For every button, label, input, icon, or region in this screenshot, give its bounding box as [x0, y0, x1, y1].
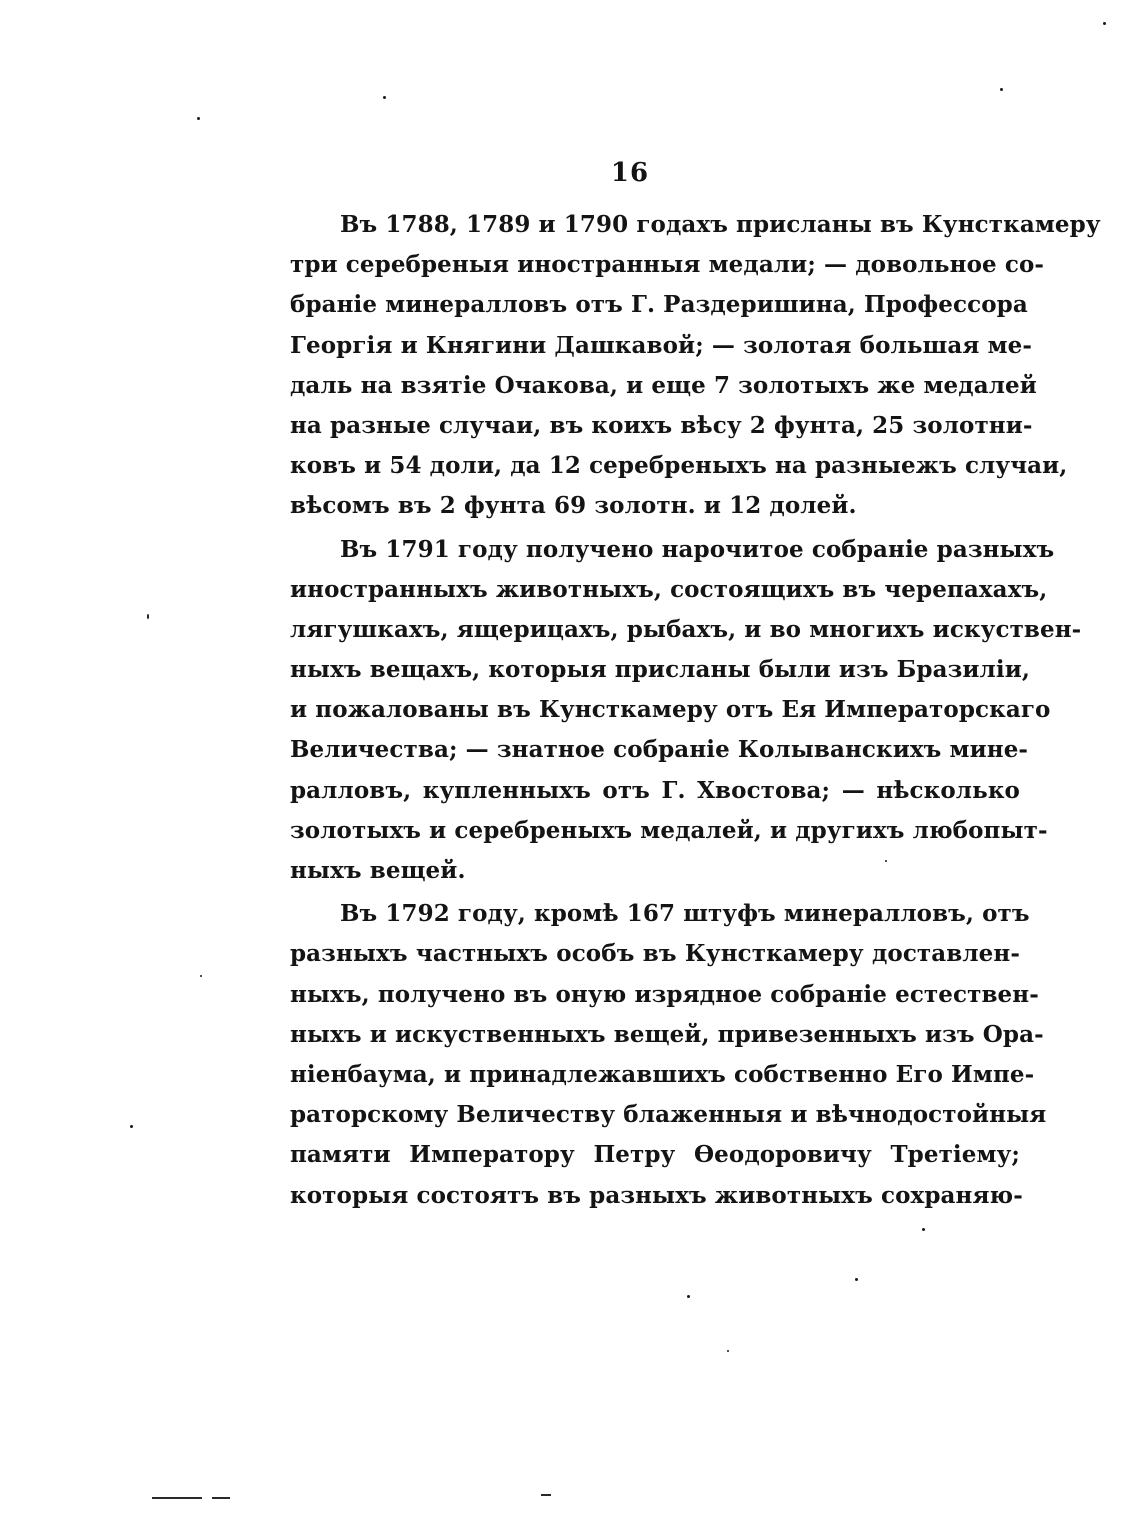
scan-line-mark	[541, 1494, 551, 1496]
scan-speck	[147, 614, 149, 619]
scan-speck	[922, 1228, 925, 1231]
text-line: и пожалованы въ Кунсткамеру отъ Ея Императорскаго	[290, 696, 1051, 724]
scan-speck	[1103, 22, 1106, 25]
text-line: лягушкахъ, ящерицахъ, рыбахъ, и во многихъ искуствен-	[290, 615, 1082, 643]
text-line: ныхъ и искуственныхъ вещей, привезенныхъ изъ Ора-	[290, 1020, 1044, 1048]
text-line: памяти Императору Петру Ѳеодоровичу Третіему;	[290, 1141, 1020, 1169]
text-line: которыя состоятъ въ разныхъ животныхъ сохраняю-	[290, 1181, 1023, 1209]
text-line: на разные случаи, въ коихъ вѣсу 2 фунта, 25 золотни-	[290, 411, 1033, 439]
scan-speck	[200, 975, 202, 977]
text-line: ныхъ вещахъ, которыя присланы были изъ Бразиліи,	[290, 656, 1030, 684]
scan-speck	[1000, 88, 1003, 91]
text-line: Величества; — знатное собраніе Колыванскихъ мине-	[290, 736, 1029, 764]
scan-speck	[687, 1295, 690, 1298]
text-line: ковъ и 54 доли, да 12 серебреныхъ на разныежъ случаи,	[290, 452, 1068, 480]
text-line: ныхъ, получено въ оную изрядное собраніе естествен-	[290, 980, 1039, 1008]
scan-speck	[727, 1350, 729, 1352]
text-line: Въ 1792 году, кромѣ 167 штуфъ минералловъ, отъ	[340, 900, 1030, 928]
text-line: даль на взятіе Очакова, и еще 7 золотыхъ же медалей	[290, 371, 1037, 399]
text-line: браніе минералловъ отъ Г. Раздеришина, Профессора	[290, 291, 1028, 319]
text-line: раторскому Величеству блаженныя и вѣчнодостойныя	[290, 1101, 1047, 1129]
scan-line-mark	[212, 1497, 230, 1499]
page-number: 16	[610, 158, 650, 188]
body-text	[290, 205, 1101, 1216]
scan-speck	[383, 96, 386, 99]
text-line: Георгія и Княгини Дашкавой; — золотая большая ме-	[290, 331, 1033, 359]
text-line: иностранныхъ животныхъ, состоящихъ въ черепахахъ,	[290, 575, 1048, 603]
text-line: ныхъ вещей.	[290, 857, 466, 884]
text-line: разныхъ частныхъ особъ въ Кунсткамеру доставлен-	[290, 940, 1020, 968]
text-line: золотыхъ и серебреныхъ медалей, и другихъ любопыт-	[290, 816, 1048, 844]
scan-speck	[197, 117, 200, 120]
text-line: три серебреныя иностранныя медали; — довольное со-	[290, 251, 1045, 279]
text-line: вѣсомъ въ 2 фунта 69 золотн. и 12 долей.	[290, 492, 857, 520]
scan-speck	[885, 860, 887, 862]
scan-line-mark	[152, 1497, 202, 1499]
text-line: ралловъ, купленныхъ отъ Г. Хвостова; — нѣсколько	[290, 776, 1020, 804]
text-line: Въ 1791 году получено нарочитое собраніе разныхъ	[340, 535, 1055, 563]
scan-speck	[855, 1278, 858, 1281]
text-line: Въ 1788, 1789 и 1790 годахъ присланы въ Кунсткамеру	[340, 211, 1101, 238]
scan-speck	[130, 1125, 133, 1128]
text-line: ніенбаума, и принадлежавшихъ собственно Его Импе-	[290, 1060, 1035, 1088]
